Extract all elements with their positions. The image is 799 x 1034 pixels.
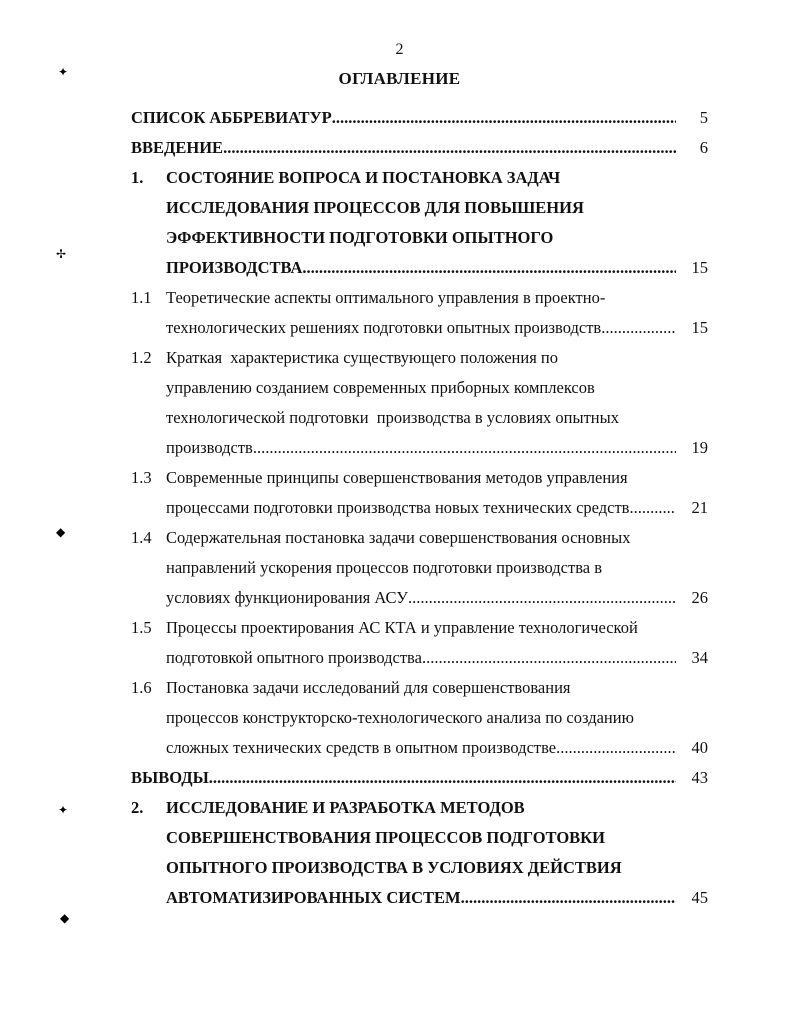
toc-entry-title: ИССЛЕДОВАНИЕ И РАЗРАБОТКА МЕТОДОВ [166, 798, 525, 817]
leader-dots [408, 588, 676, 608]
leader-dots [601, 318, 676, 338]
toc-entry-line[interactable] [166, 528, 708, 558]
scan-speck-mark: ✢ [56, 247, 67, 261]
toc-entry-line[interactable] [166, 378, 708, 408]
toc-entry-line[interactable] [166, 198, 708, 228]
toc-entry-line[interactable] [166, 468, 708, 498]
toc-entry-title: Современные принципы совершенствования методов управления [166, 468, 628, 487]
toc-entry-number: 1. [131, 168, 144, 187]
toc-entry-title: процессами подготовки производства новых технических средств [166, 498, 630, 517]
page-number: 2 [395, 41, 404, 58]
scan-speck-mark: ◆ [56, 525, 66, 539]
toc-entry-title: подготовкой опытного производства [166, 648, 422, 667]
toc-entry-title: АВТОМАТИЗИРОВАННЫХ СИСТЕМ [166, 888, 461, 907]
toc-page-number: 45 [691, 888, 708, 907]
toc-page-number: 40 [691, 738, 708, 757]
toc-entry-line[interactable] [166, 228, 708, 258]
leader-dots [422, 648, 676, 668]
leader-dots [302, 258, 676, 278]
toc-page-number: 15 [691, 258, 708, 277]
toc-entry-number: 1.6 [131, 678, 152, 697]
toc-entry-title: СОВЕРШЕНСТВОВАНИЯ ПРОЦЕССОВ ПОДГОТОВКИ [166, 828, 605, 847]
toc-entry-title: сложных технических средств в опытном производстве [166, 738, 557, 757]
toc-entry-title: Постановка задачи исследований для совершенствования [166, 678, 571, 697]
toc-heading: ОГЛАВЛЕНИЕ [338, 69, 461, 88]
toc-entry-line[interactable] [166, 648, 708, 678]
leader-dots [223, 138, 676, 158]
toc-entry-line[interactable] [166, 288, 708, 318]
toc-entry-number: 2. [131, 798, 144, 817]
toc-entry-title: условиях функционирования АСУ [166, 588, 408, 607]
toc-entry-line[interactable] [166, 708, 708, 738]
scan-speck-mark: ◆ [60, 911, 70, 925]
toc-entry-title: Процессы проектирования АС КТА и управление технологической [166, 618, 638, 637]
toc-entry-title: Содержательная постановка задачи совершенствования основных [166, 528, 631, 547]
toc-entry-number: 1.3 [131, 468, 152, 487]
toc-entry-abbreviations[interactable] [131, 108, 708, 138]
scan-speck-mark: ✦ [58, 803, 69, 817]
toc-entry-line[interactable] [166, 738, 708, 768]
toc-entry-title: производств [166, 438, 253, 457]
leader-dots [209, 768, 676, 788]
toc-entry-line[interactable] [166, 318, 708, 348]
toc-entry-number: 1.5 [131, 618, 152, 637]
toc-page-number: 5 [699, 108, 708, 127]
toc-entry-title: ВЫВОДЫ [131, 768, 209, 787]
toc-entry-line[interactable] [166, 828, 708, 858]
toc-entry-line[interactable] [166, 618, 708, 648]
leader-dots [629, 498, 676, 518]
toc-entry-line[interactable] [166, 888, 708, 918]
toc-entry-conclusions[interactable] [131, 768, 708, 798]
toc-entry-title: процессов конструкторско-технологического анализа по созданию [166, 708, 634, 727]
toc-page-number: 19 [691, 438, 708, 457]
toc-entry-title: технологических решениях подготовки опытных производств [166, 318, 602, 337]
toc-entry-title: ЭФФЕКТИВНОСТИ ПОДГОТОВКИ ОПЫТНОГО [166, 228, 554, 247]
toc-page-number: 43 [691, 768, 708, 787]
toc-entry-title: технологической подготовки производства в условиях опытных [166, 408, 619, 427]
leader-dots [461, 888, 676, 908]
toc-entry-line[interactable] [166, 408, 708, 438]
toc-page-number: 6 [699, 138, 708, 157]
toc-entry-title: ИССЛЕДОВАНИЯ ПРОЦЕССОВ ДЛЯ ПОВЫШЕНИЯ [166, 198, 584, 217]
toc-entry-number: 1.4 [131, 528, 152, 547]
toc-entry-number: 1.1 [131, 288, 152, 307]
leader-dots [556, 738, 676, 758]
leader-dots [332, 108, 676, 128]
toc-entry-title: СОСТОЯНИЕ ВОПРОСА И ПОСТАНОВКА ЗАДАЧ [166, 168, 561, 187]
toc-page-number: 21 [691, 498, 708, 517]
toc-entry-line[interactable] [166, 678, 708, 708]
scan-speck-mark: ✦ [58, 65, 69, 79]
toc-page-number: 26 [691, 588, 708, 607]
toc-entry-title: управлению созданием современных приборных комплексов [166, 378, 595, 397]
toc-entry-title: ОПЫТНОГО ПРОИЗВОДСТВА В УСЛОВИЯХ ДЕЙСТВИЯ [166, 858, 622, 877]
toc-entry-line[interactable] [166, 588, 708, 618]
toc-entry-line[interactable] [166, 558, 708, 588]
toc-entry-line[interactable] [166, 498, 708, 528]
toc-page-number: 34 [691, 648, 708, 667]
leader-dots [253, 438, 676, 458]
toc-entry-title: СПИСОК АББРЕВИАТУР [131, 108, 332, 127]
toc-entry-title: Теоретические аспекты оптимального управления в проектно- [166, 288, 606, 307]
toc-entry-line[interactable] [166, 258, 708, 288]
toc-entry-line[interactable] [166, 858, 708, 888]
toc-entry-title: ВВЕДЕНИЕ [131, 138, 224, 157]
toc-entry-line[interactable] [166, 798, 708, 828]
toc-entry-number: 1.2 [131, 348, 152, 367]
toc-page-number: 15 [691, 318, 708, 337]
toc-entry-title: направлений ускорения процессов подготовки производства в [166, 558, 603, 577]
toc-entry-title: Краткая характеристика существующего положения по [166, 348, 559, 367]
toc-entry-line[interactable] [166, 168, 708, 198]
toc-entry-title: ПРОИЗВОДСТВА [166, 258, 303, 277]
toc-entry-line[interactable] [166, 348, 708, 378]
toc-entry-introduction[interactable] [131, 138, 708, 168]
toc-entry-line[interactable] [166, 438, 708, 468]
